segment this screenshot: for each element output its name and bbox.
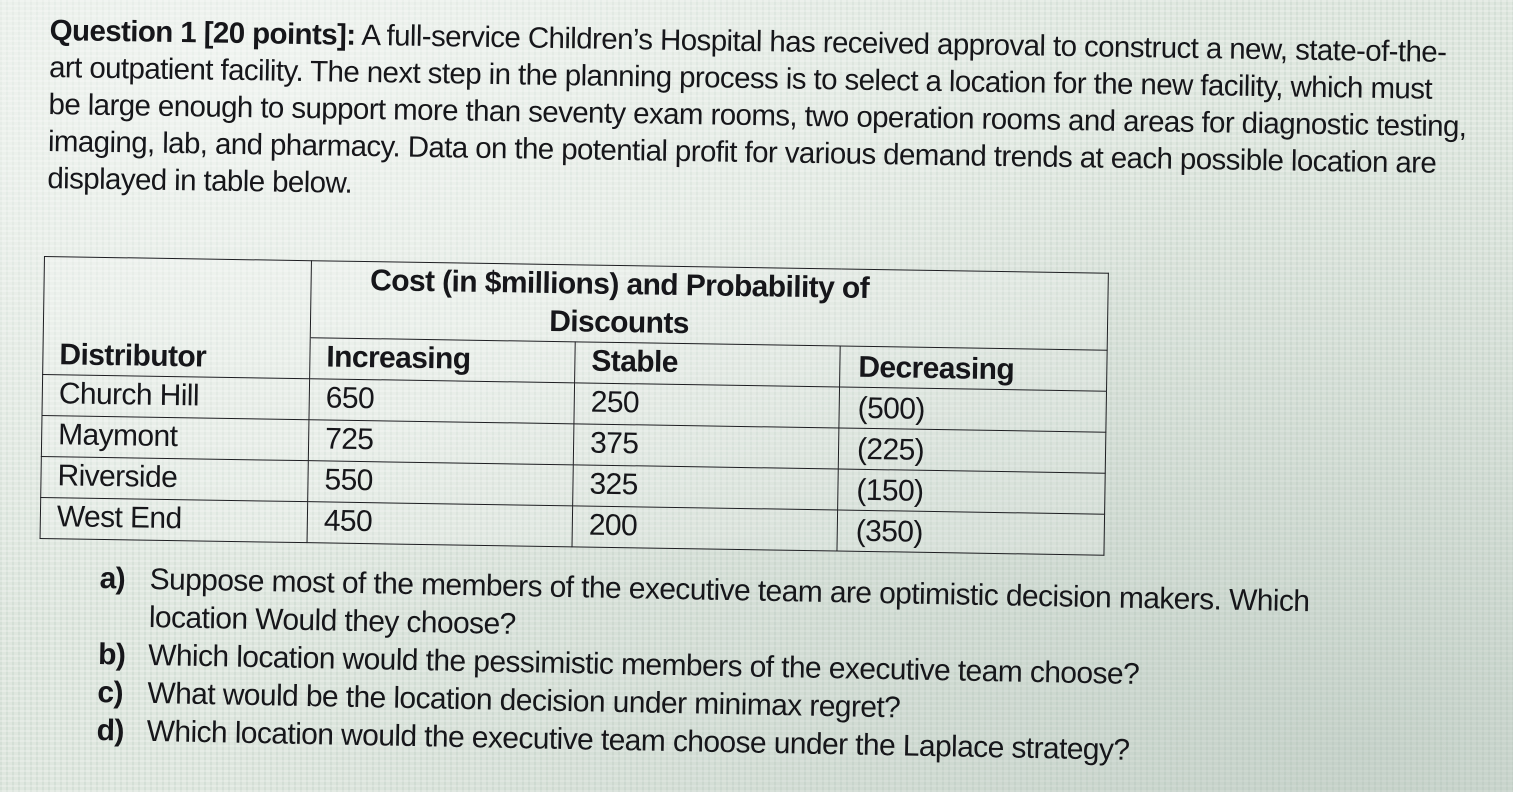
subquestion-marker: a) (99, 561, 126, 596)
cell-distributor: West End (40, 497, 308, 542)
cell-decreasing: (350) (837, 510, 1105, 555)
subquestion-list (96, 560, 1399, 775)
subquestion-text: Suppose most of the members of the executive team are optimistic decision makers. Which location Would they choose? (148, 562, 1310, 641)
subquestion-text: Which location would the executive team choose under the Laplace strategy? (146, 714, 1130, 767)
cell-distributor: Riverside (41, 456, 309, 501)
cell-increasing: 450 (307, 502, 573, 547)
table-header-blank (43, 257, 311, 338)
table-group-header: Cost (in $millions) and Probability of Discounts (310, 261, 1108, 351)
cell-stable: 375 (573, 424, 839, 469)
cell-distributor: Maymont (41, 415, 309, 460)
column-header-decreasing: Decreasing (840, 346, 1108, 391)
cell-stable: 200 (572, 506, 838, 551)
cell-decreasing: (150) (838, 469, 1106, 514)
cell-increasing: 650 (309, 379, 575, 424)
cell-stable: 325 (573, 465, 839, 510)
cost-table (40, 256, 1109, 556)
subquestion-text: What would be the location decision under minimax regret? (147, 676, 901, 725)
cost-table-container (40, 256, 1109, 556)
column-header-increasing: Increasing (310, 338, 576, 383)
subquestion-text: Which location would the pessimistic members of the executive team choose? (147, 638, 1140, 691)
cell-distributor: Church Hill (42, 374, 310, 419)
cell-stable: 250 (574, 383, 840, 428)
cell-increasing: 550 (308, 461, 574, 506)
column-header-stable: Stable (575, 342, 841, 387)
column-header-distributor: Distributor (43, 333, 311, 378)
subquestion-marker: b) (97, 637, 126, 672)
subquestion-marker: c) (97, 675, 124, 710)
question-text: A full-service Children’s Hospital has received approval to construct a new, state-of-the-art outpatient facility. The next step in the planning process is to select a location for the new facility, which must be large enough to support more than seventy exam rooms, two operation rooms and areas for diagnostic testing, imaging, lab, and pharmacy. Data on the potential profit for various demand trends at each possible location are displayed in table below. (47, 18, 1467, 200)
cell-increasing: 725 (308, 420, 574, 465)
cell-decreasing: (500) (839, 387, 1107, 432)
cell-decreasing: (225) (838, 428, 1106, 473)
question-prompt (47, 12, 1470, 219)
question-heading: Question 1 [20 points]: (49, 13, 356, 52)
subquestion-marker: d) (96, 713, 125, 748)
